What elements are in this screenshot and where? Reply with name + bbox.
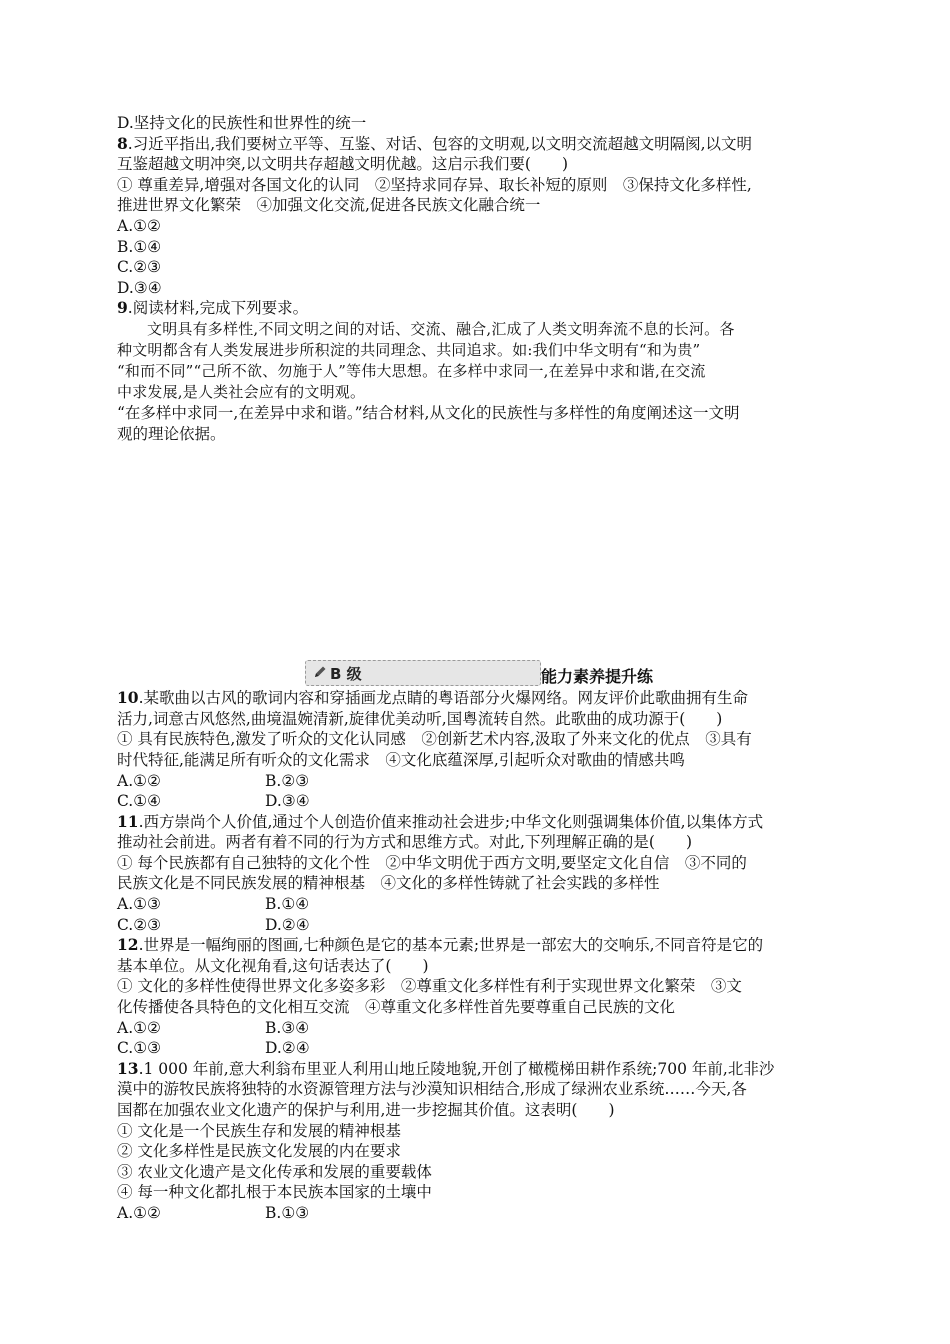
q10-option-c: C.①④ [117,792,162,811]
q10-statement-line-1: ① 具有民族特色,激发了听众的文化认同感 ②创新艺术内容,汲取了外来文化的优点 ③具有 [117,730,752,749]
q9-material-line-3: “和而不同”“己所不欲、勿施于人”等伟大思想。在多样中求同一,在差异中求和谐,在交流 [117,361,706,380]
q8-number: 8 [117,133,128,153]
q10-stem-line-2: 活力,词意古风悠然,曲境温婉清新,旋律优美动听,国粤流转自然。此歌曲的成功源于( ) [117,709,723,728]
q8-statement-line-1: ① 尊重差异,增强对各国文化的认同 ②坚持求同存异、取长补短的原则 ③保持文化多样性, [117,175,752,194]
q8-stem-line-2: 互鉴超越文明冲突,以文明共存超越文明优越。这启示我们要( ) [117,155,569,174]
q10-stem-line-1: 10.某歌曲以古风的歌词内容和穿插画龙点睛的粤语部分火爆网络。网友评价此歌曲拥有生命 [117,688,749,708]
q13-stem-line-2: 漠中的游牧民族将独特的水资源管理方法与沙漠知识相结合,形成了绿洲农业系统……今天,各 [117,1080,747,1099]
q10-options-row-1 [117,771,837,792]
q9-question-line-2: 观的理论依据。 [117,424,226,443]
q10-options-row-2 [117,791,837,812]
q12-number: 12 [117,935,139,955]
q10-option-d: D.③④ [265,792,310,811]
question-13 [117,1059,837,1224]
q9-material-line-2: 种文明都含有人类发展进步所积淀的共同理念、共同追求。如:我们中华文明有“和为贵” [117,340,701,359]
q12-option-d: D.②④ [265,1039,310,1058]
q12-option-c: C.①③ [117,1039,162,1058]
q13-options-row-1 [117,1203,837,1224]
section-b-banner [117,658,837,688]
q10-number: 10 [117,688,139,708]
section-b-label-box [305,660,541,686]
q11-stem-line-1: 11.西方崇尚个人价值,通过个人创造价值来推动社会进步;中华文化则强调集体价值,以集体方式 [117,811,764,831]
q12-statement-line-2: 化传播使各具特色的文化相互交流 ④尊重文化多样性首先要尊重自己民族的文化 [117,998,676,1017]
q8-option-d: D.③④ [117,278,162,297]
q13-statement-2: ② 文化多样性是民族文化发展的内在要求 [117,1142,401,1161]
q11-statement-line-2: 民族文化是不同民族发展的精神根基 ④文化的多样性铸就了社会实践的多样性 [117,874,660,893]
question-12 [117,935,837,1059]
q12-stem-line-2: 基本单位。从文化视角看,这句话表达了( ) [117,956,429,975]
q7-option-d: D.坚持文化的民族性和世界性的统一 [117,114,367,132]
q13-stem-line-3: 国都在加强农业文化遗产的保护与利用,进一步挖掘其价值。这表明( ) [117,1101,615,1119]
q12-option-b: B.③④ [265,1018,310,1037]
q8-stem-line-1: 8.习近平指出,我们要树立平等、互鉴、对话、包容的文明观,以文明交流超越文明隔阂,以文明 [117,133,753,153]
q8-option-b: B.①④ [117,237,162,256]
q11-number: 11 [117,811,139,831]
q13-option-b: B.①③ [265,1203,310,1222]
q13-option-a: A.①② [117,1203,161,1222]
section-b-title: 能力素养提升练 [541,667,654,687]
q12-statement-line-1: ① 文化的多样性使得世界文化多姿多彩 ②尊重文化多样性有利于实现世界文化繁荣 ③文 [117,977,742,996]
q8-statement-line-2: 推进世界文化繁荣 ④加强文化交流,促进各民族文化融合统一 [117,196,541,215]
q9-material-line-1: 文明具有多样性,不同文明之间的对话、交流、融合,汇成了人类文明奔流不息的长河。各 [147,319,735,338]
q11-option-b: B.①④ [265,895,310,914]
q10-option-a: A.①② [117,771,161,790]
question-11 [117,812,837,936]
q10-option-b: B.②③ [265,771,310,790]
question-9 [117,298,837,444]
q13-number: 13 [117,1058,139,1078]
q13-statement-4: ④ 每一种文化都扎根于本民族本国家的土壤中 [117,1183,432,1202]
q10-statement-line-2: 时代特征,能满足所有听众的文化需求 ④文化底蕴深厚,引起听众对歌曲的情感共鸣 [117,750,685,769]
q11-option-d: D.②④ [265,915,310,934]
question-10 [117,688,837,812]
q13-statement-3: ③ 农业文化遗产是文化传承和发展的重要载体 [117,1162,432,1181]
pencil-icon [312,664,328,680]
q11-statement-line-1: ① 每个民族都有自己独特的文化个性 ②中华文明优于西方文明,要坚定文化自信 ③不同的 [117,853,747,872]
q11-options-row-2 [117,915,837,936]
q12-options-row-2 [117,1038,837,1059]
q11-option-a: A.①③ [117,895,161,914]
q9-number: 9 [117,298,128,318]
q11-stem-line-2: 推动社会前进。两者有着不同的行为方式和思维方式。对此,下列理解正确的是( ) [117,833,693,852]
q9-stem: 9.阅读材料,完成下列要求。 [117,298,309,318]
q13-statement-1: ① 文化是一个民族生存和发展的精神根基 [117,1121,401,1140]
q8-option-a: A.①② [117,216,161,235]
q8-option-c: C.②③ [117,258,162,277]
q12-stem-line-1: 12.世界是一幅绚丽的图画,七种颜色是它的基本元素;世界是一部宏大的交响乐,不同音符是它的 [117,935,764,955]
page-content [117,113,837,1224]
answer-space [117,444,837,658]
q12-option-a: A.①② [117,1018,161,1037]
q11-option-c: C.②③ [117,915,162,934]
q9-material-line-4: 中求发展,是人类社会应有的文明观。 [117,382,366,401]
q12-options-row-1 [117,1018,837,1039]
question-8 [117,134,837,299]
section-b-label: B 级 [330,665,362,684]
q11-options-row-1 [117,894,837,915]
q13-stem-line-1: 13.1 000 年前,意大利翁布里亚人利用山地丘陵地貌,开创了橄榄梯田耕作系统;700 年前,北非沙 [117,1058,775,1078]
q9-question-line-1: “在多样中求同一,在差异中求和谐。”结合材料,从文化的民族性与多样性的角度阐述这一文明 [117,403,740,422]
